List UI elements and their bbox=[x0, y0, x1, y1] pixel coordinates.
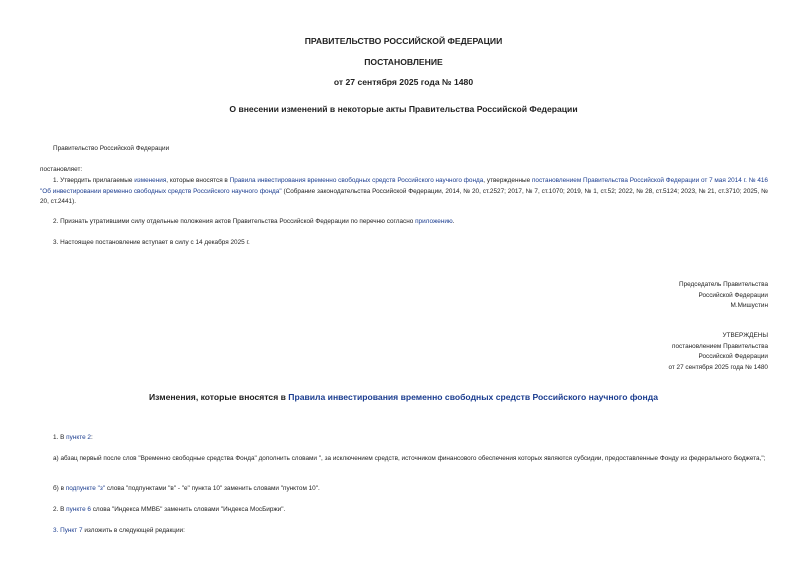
doc-date-number: от 27 сентября 2025 года № 1480 bbox=[333, 77, 474, 87]
change-3: 3. Пункт 7 изложить в следующей редакции: bbox=[53, 527, 185, 534]
change-2: 2. В пункте 6 слова "Индекса ММВБ" заменить словами "Индекса МосБиржи". bbox=[53, 506, 286, 513]
link-point-7[interactable]: 3. Пункт 7 bbox=[53, 527, 83, 534]
signature-line-2: Российской Федерации bbox=[698, 291, 768, 299]
signature-block bbox=[679, 280, 768, 312]
org-name: ПРАВИТЕЛЬСТВО РОССИЙСКОЙ ФЕДЕРАЦИИ bbox=[304, 36, 503, 46]
link-point-6[interactable]: пункте 6 bbox=[66, 506, 91, 513]
approval-line-1: УТВЕРЖДЕНЫ bbox=[722, 332, 768, 339]
resolves: постановляет: bbox=[40, 166, 83, 173]
changes-title: Изменения, которые вносятся в Правила инвестирования временно свободных средств Российского научного фонда bbox=[148, 392, 658, 402]
change-1a: а) абзац первый после слов "Временно свободные средства Фонда" дополнить словами ", за исключением средств, источником финансового обеспечения которых являются субсидии, предоставленные Фонду из федерального бюджета,"; bbox=[53, 455, 766, 462]
item-1: 1. Утвердить прилагаемые изменения, которые вносятся в Правила инвестирования временно свободных средств Российского научного фонда, утвержденные постановлением Правительства Российской Федерации от 7 мая 2014 г. № 416 "Об инвестировании временно свободных средств Российского научного фонда" (Собрание законодательства Российской Федерации, 2014, № 20, ст.2527; 2017, № 7, ст.1070; 2019, № 1, ст.52; 2022, № 28, ст.5124; 2023, № 21, ст.3710; 2025, № 20, ст.2441). bbox=[40, 177, 768, 206]
change-1b: б) в подпункте "з" слова "подпунктами "в" - "е" пункта 10" заменить словами "пунктом 10". bbox=[53, 485, 320, 492]
doc-type: ПОСТАНОВЛЕНИЕ bbox=[364, 57, 443, 67]
link-point-2[interactable]: пункте 2 bbox=[66, 434, 91, 441]
link-subpoint-z[interactable]: подпункте "з" bbox=[65, 485, 106, 492]
item-3: 3. Настоящее постановление вступает в силу с 14 декабря 2025 г. bbox=[53, 239, 250, 246]
doc-title: О внесении изменений в некоторые акты Правительства Российской Федерации bbox=[229, 104, 578, 114]
link-changes[interactable]: изменения bbox=[134, 177, 167, 184]
link-appendix[interactable]: приложению bbox=[415, 218, 453, 225]
change-1: 1. В пункте 2: bbox=[53, 434, 93, 441]
link-rules-title[interactable]: Правила инвестирования временно свободных средств Российского научного фонда bbox=[288, 392, 658, 402]
approval-line-3: Российской Федерации bbox=[698, 353, 768, 361]
item-2: 2. Признать утратившими силу отдельные положения актов Правительства Российской Федерации по перечню согласно приложению. bbox=[53, 218, 455, 225]
issuer: Правительство Российской Федерации bbox=[53, 145, 170, 152]
approval-line-4: от 27 сентября 2025 года № 1480 bbox=[668, 363, 768, 371]
signature-line-1: Председатель Правительства bbox=[679, 281, 768, 288]
approval-line-2: постановлением Правительства bbox=[672, 342, 768, 350]
link-resolution-416[interactable]: постановлением Правительства Российской Федерации от 7 мая 2014 г. № 416 "Об инвестировании временно свободных средств Российского научного фонда" bbox=[40, 177, 768, 195]
signature-name: М.Мишустин bbox=[730, 302, 768, 310]
approval-block bbox=[668, 331, 768, 373]
link-rules[interactable]: Правила инвестирования временно свободных средств Российского научного фонда bbox=[229, 177, 484, 184]
